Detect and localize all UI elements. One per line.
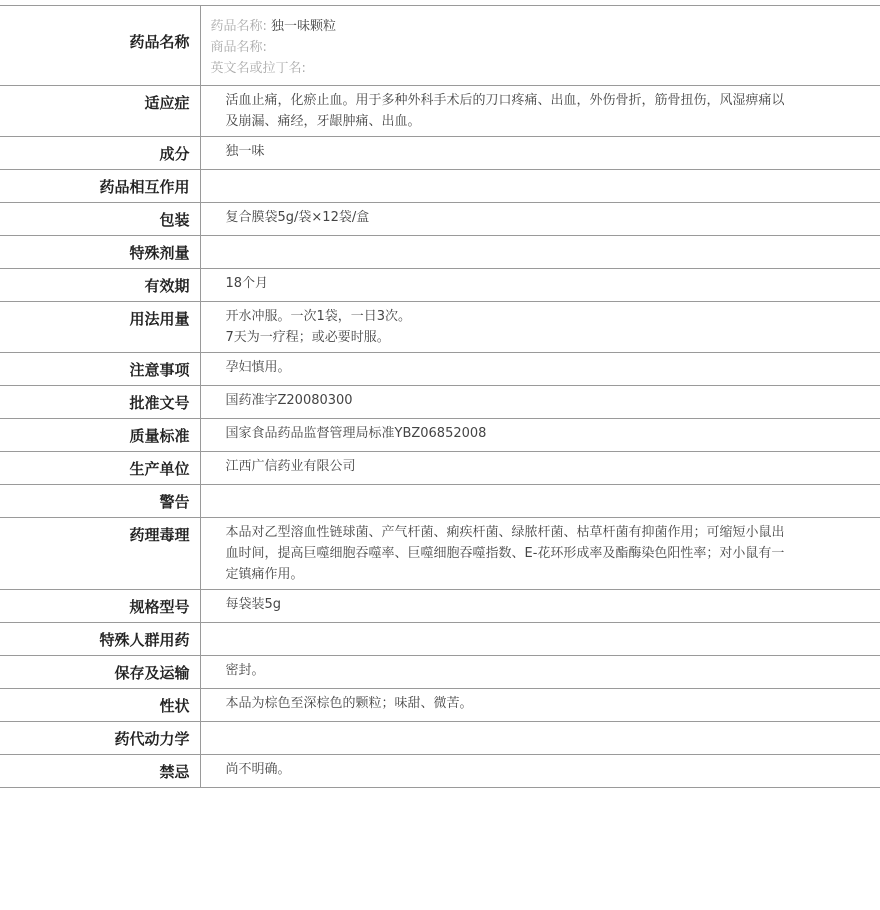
row-value xyxy=(200,269,880,302)
info-row-approval-number xyxy=(0,386,880,419)
row-value-text: 独一味 xyxy=(225,144,265,159)
row-value xyxy=(200,302,880,353)
info-row-shelf-life xyxy=(0,269,880,302)
info-row-description xyxy=(0,689,880,722)
info-row-warning xyxy=(0,485,880,518)
drug-name-row xyxy=(0,6,880,86)
row-value-text: 密封。 xyxy=(225,663,265,678)
row-value xyxy=(200,452,880,485)
row-value-text: 开水冲服。一次1袋，一日3次。 7天为一疗程；或必要时服。 xyxy=(225,309,412,345)
row-value xyxy=(200,689,880,722)
row-label: 包装 xyxy=(0,203,200,236)
info-row-usage xyxy=(0,302,880,353)
generic-name-value: 独一味颗粒 xyxy=(271,19,337,34)
row-label: 规格型号 xyxy=(0,590,200,623)
row-value-text: 本品为棕色至深棕色的颗粒；味甜、微苦。 xyxy=(225,696,473,711)
row-value-text: 国药准字Z20080300 xyxy=(225,393,353,408)
english-name-line xyxy=(211,58,880,79)
row-label: 药品名称 xyxy=(0,6,200,86)
row-value-text: 江西广信药业有限公司 xyxy=(225,459,356,474)
info-row-special-dosage xyxy=(0,236,880,269)
row-value xyxy=(200,755,880,788)
row-label: 药品相互作用 xyxy=(0,170,200,203)
row-value xyxy=(200,419,880,452)
row-value xyxy=(200,590,880,623)
row-label: 保存及运输 xyxy=(0,656,200,689)
row-value xyxy=(200,518,880,590)
info-row-manufacturer xyxy=(0,452,880,485)
row-value-text: 孕妇慎用。 xyxy=(225,360,291,375)
row-value xyxy=(200,656,880,689)
drug-name-values xyxy=(200,6,880,86)
trade-name-line xyxy=(211,37,880,58)
info-row-interactions xyxy=(0,170,880,203)
row-label: 生产单位 xyxy=(0,452,200,485)
row-value xyxy=(200,170,880,203)
row-value xyxy=(200,722,880,755)
info-row-precautions xyxy=(0,353,880,386)
info-row-storage xyxy=(0,656,880,689)
row-value xyxy=(200,623,880,656)
generic-name-line xyxy=(211,16,880,37)
trade-name-key: 商品名称: xyxy=(210,40,267,55)
row-label: 特殊人群用药 xyxy=(0,623,200,656)
row-value-text: 活血止痛，化瘀止血。用于多种外科手术后的刀口疼痛、出血，外伤骨折，筋骨扭伤，风湿痹痛以及崩漏、痛经，牙龈肿痛、出血。 xyxy=(225,93,785,129)
row-value-text: 本品对乙型溶血性链球菌、产气杆菌、痢疾杆菌、绿脓杆菌、枯草杆菌有抑菌作用；可缩短小鼠出血时间，提高巨噬细胞吞噬率、巨噬细胞吞噬指数、E-花环形成率及酯酶染色阳性率；对小鼠有一定镇痛作用。 xyxy=(225,525,785,582)
row-value xyxy=(200,137,880,170)
row-value xyxy=(200,485,880,518)
info-row-specification xyxy=(0,590,880,623)
info-row-packaging xyxy=(0,203,880,236)
info-row-special-populations xyxy=(0,623,880,656)
info-row-quality-standard xyxy=(0,419,880,452)
row-label: 适应症 xyxy=(0,86,200,137)
drug-info-table xyxy=(0,5,880,788)
row-value xyxy=(200,236,880,269)
row-label: 特殊剂量 xyxy=(0,236,200,269)
info-row-pharmacology xyxy=(0,518,880,590)
generic-name-key: 药品名称: xyxy=(210,19,267,34)
row-value-text: 每袋装5g xyxy=(225,597,282,612)
row-value xyxy=(200,386,880,419)
row-value xyxy=(200,353,880,386)
info-row-ingredients xyxy=(0,137,880,170)
row-label: 性状 xyxy=(0,689,200,722)
row-label: 药理毒理 xyxy=(0,518,200,590)
row-label: 质量标准 xyxy=(0,419,200,452)
row-value-text: 国家食品药品监督管理局标准YBZ06852008 xyxy=(225,426,487,441)
row-value-text: 18个月 xyxy=(225,276,269,291)
row-label: 禁忌 xyxy=(0,755,200,788)
info-row-pharmacokinetics xyxy=(0,722,880,755)
row-label: 用法用量 xyxy=(0,302,200,353)
row-label: 成分 xyxy=(0,137,200,170)
row-label: 注意事项 xyxy=(0,353,200,386)
row-label: 药代动力学 xyxy=(0,722,200,755)
row-value-text: 复合膜袋5g/袋×12袋/盒 xyxy=(225,210,370,225)
row-label: 有效期 xyxy=(0,269,200,302)
info-row-indications xyxy=(0,86,880,137)
row-value xyxy=(200,203,880,236)
row-label: 批准文号 xyxy=(0,386,200,419)
row-label: 警告 xyxy=(0,485,200,518)
english-name-key: 英文名或拉丁名: xyxy=(210,61,306,76)
info-row-contraindications xyxy=(0,755,880,788)
row-value-text: 尚不明确。 xyxy=(225,762,291,777)
row-value xyxy=(200,86,880,137)
